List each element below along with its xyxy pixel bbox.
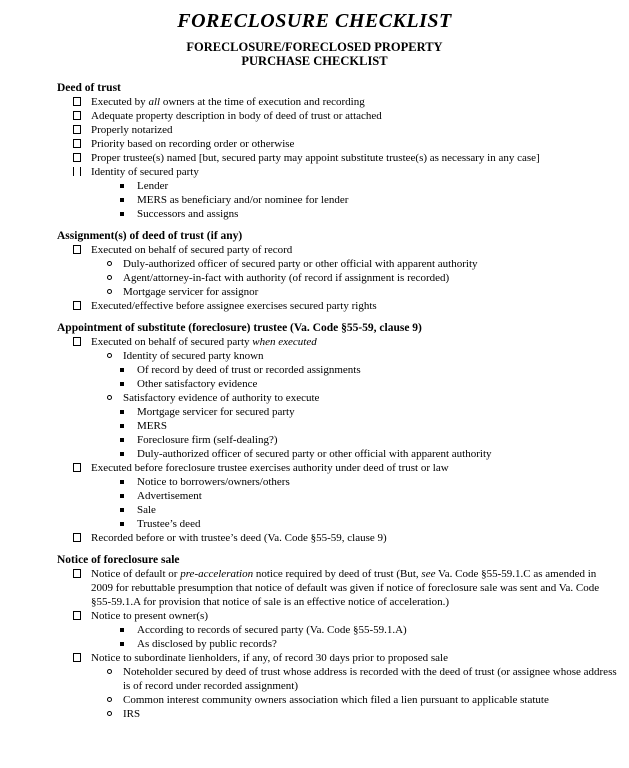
- checkbox-icon: [73, 533, 81, 542]
- item-text: Executed before foreclosure trustee exercises authority under deed of trust or law: [91, 462, 449, 474]
- item-text: Notice to borrowers/owners/others: [137, 476, 290, 488]
- item-text: Notice to subordinate lienholders, if any, of record 30 days prior to proposed sale: [91, 652, 448, 664]
- document-title: FORECLOSURE CHECKLIST: [177, 10, 452, 32]
- checklist-item: [0, 349, 629, 363]
- circle-bullet-icon: [107, 289, 112, 294]
- item-text: Of record by deed of trust or recorded assignments: [137, 364, 361, 376]
- checklist-item: [0, 623, 629, 637]
- item-text: Adequate property description in body of deed of trust or attached: [91, 110, 382, 122]
- checkbox-icon: [73, 97, 81, 106]
- checklist-item: [0, 123, 629, 137]
- item-text: Foreclosure firm (self-dealing?): [137, 434, 278, 446]
- checklist-item: [0, 693, 629, 707]
- checklist-item: [0, 271, 629, 285]
- square-bullet-icon: [120, 494, 124, 498]
- circle-bullet-icon: [107, 697, 112, 702]
- square-bullet-icon: [120, 368, 124, 372]
- checklist-item: [0, 665, 629, 693]
- section-heading: Notice of foreclosure sale: [57, 554, 180, 566]
- checklist-item: [0, 109, 629, 123]
- checklist-item: [0, 391, 629, 405]
- section-heading: Assignment(s) of deed of trust (if any): [57, 230, 243, 242]
- square-bullet-icon: [120, 452, 124, 456]
- checkbox-icon: [73, 111, 81, 120]
- item-text: Proper trustee(s) named [but, secured party may appoint substitute trustee(s) as necessary in any case]: [91, 152, 540, 164]
- square-bullet-icon: [120, 480, 124, 484]
- item-text: Other satisfactory evidence: [137, 378, 258, 390]
- checklist-item: [0, 489, 629, 503]
- circle-bullet-icon: [107, 711, 112, 716]
- item-text: Noteholder secured by deed of trust whose address is recorded with the deed of trust (or assignee whose address is of record under recorded assignment): [123, 666, 617, 692]
- checklist-item: [0, 475, 629, 489]
- checklist-item: [0, 567, 629, 609]
- checklist: [0, 81, 629, 721]
- checklist-item: [0, 95, 629, 109]
- checkbox-icon: [73, 463, 81, 472]
- checkbox-icon: [73, 337, 81, 346]
- checklist-item: [0, 517, 629, 531]
- checklist-item: [0, 503, 629, 517]
- checklist-item: [0, 207, 629, 221]
- checklist-item: [0, 447, 629, 461]
- checkbox-icon: [73, 125, 81, 134]
- checkbox-icon: [73, 569, 81, 578]
- checklist-item: [0, 335, 629, 349]
- checkbox-icon: [73, 245, 81, 254]
- checklist-item: [0, 363, 629, 377]
- item-text: Duly-authorized officer of secured party or other official with apparent authority: [137, 448, 492, 460]
- checklist-item: [0, 419, 629, 433]
- checklist-item: [0, 405, 629, 419]
- item-text: Notice of default or pre-acceleration notice required by deed of trust (But, see Va. Code §55-59.1.C as amended in 2009 for rebuttable presumption that notice of default was given if notice of foreclosure sale was sent and Va. Code §55-59.1.A for provision that notice of sale is an effective notice of acceleration.): [91, 568, 600, 608]
- square-bullet-icon: [120, 184, 124, 188]
- checkbox-icon: [73, 653, 81, 662]
- item-text: IRS: [123, 708, 141, 720]
- checklist-item: [0, 193, 629, 207]
- item-text: Executed on behalf of secured party when executed: [91, 336, 317, 348]
- item-text: Properly notarized: [91, 124, 173, 136]
- circle-bullet-icon: [107, 275, 112, 280]
- item-text: Advertisement: [137, 490, 202, 502]
- item-text: Identity of secured party: [91, 166, 199, 178]
- item-text: Duly-authorized officer of secured party or other official with apparent authority: [123, 258, 478, 270]
- square-bullet-icon: [120, 198, 124, 202]
- document-subtitle: [0, 40, 629, 68]
- item-text: Trustee’s deed: [137, 518, 201, 530]
- item-text: Agent/attorney-in-fact with authority (of record if assignment is recorded): [123, 272, 450, 284]
- item-text: Mortgage servicer for secured party: [137, 406, 295, 418]
- item-text: Mortgage servicer for assignor: [123, 286, 259, 298]
- square-bullet-icon: [120, 522, 124, 526]
- checklist-item: [0, 707, 629, 721]
- circle-bullet-icon: [107, 395, 112, 400]
- item-text: Sale: [137, 504, 156, 516]
- square-bullet-icon: [120, 382, 124, 386]
- checkbox-icon: [73, 301, 81, 310]
- checklist-item: [0, 137, 629, 151]
- document-subtitle-line1: FORECLOSURE/FORECLOSED PROPERTY: [186, 40, 443, 54]
- square-bullet-icon: [120, 508, 124, 512]
- checkbox-icon: [73, 611, 81, 620]
- checkbox-icon: [73, 139, 81, 148]
- square-bullet-icon: [120, 438, 124, 442]
- item-text: As disclosed by public records?: [137, 638, 277, 650]
- circle-bullet-icon: [107, 261, 112, 266]
- item-text: According to records of secured party (Va. Code §55-59.1.A): [137, 624, 407, 636]
- checklist-item: [0, 377, 629, 391]
- circle-bullet-icon: [107, 669, 112, 674]
- checklist-item: [0, 151, 629, 165]
- item-text: Successors and assigns: [137, 208, 239, 220]
- circle-bullet-icon: [107, 353, 112, 358]
- degraded-checkbox-icon: [73, 167, 81, 176]
- checklist-item: [0, 433, 629, 447]
- square-bullet-icon: [120, 424, 124, 428]
- checklist-item: [0, 243, 629, 257]
- item-text: Identity of secured party known: [123, 350, 264, 362]
- checklist-item: [0, 531, 629, 545]
- checklist-item: [0, 609, 629, 623]
- checkbox-icon: [73, 153, 81, 162]
- checklist-item: [0, 651, 629, 665]
- checklist-item: [0, 179, 629, 193]
- item-text: Notice to present owner(s): [91, 610, 208, 622]
- document-subtitle-line2: PURCHASE CHECKLIST: [241, 54, 388, 68]
- item-text: Common interest community owners association which filed a lien pursuant to applicable statute: [123, 694, 549, 706]
- section-heading: Appointment of substitute (foreclosure) trustee (Va. Code §55-59, clause 9): [57, 322, 422, 334]
- checklist-item: [0, 165, 629, 179]
- item-text: MERS as beneficiary and/or nominee for lender: [137, 194, 349, 206]
- checklist-item: [0, 285, 629, 299]
- checklist-item: [0, 461, 629, 475]
- square-bullet-icon: [120, 212, 124, 216]
- checklist-item: [0, 299, 629, 313]
- item-text: MERS: [137, 420, 167, 432]
- checklist-item: [0, 257, 629, 271]
- square-bullet-icon: [120, 628, 124, 632]
- item-text: Recorded before or with trustee’s deed (Va. Code §55-59, clause 9): [91, 532, 387, 544]
- item-text: Priority based on recording order or otherwise: [91, 138, 295, 150]
- document-page: [0, 8, 629, 768]
- square-bullet-icon: [120, 410, 124, 414]
- square-bullet-icon: [120, 642, 124, 646]
- item-text: Satisfactory evidence of authority to execute: [123, 392, 320, 404]
- item-text: Executed on behalf of secured party of record: [91, 244, 293, 256]
- item-text: Lender: [137, 180, 169, 192]
- checklist-item: [0, 637, 629, 651]
- section-heading: Deed of trust: [57, 82, 121, 94]
- item-text: Executed by all owners at the time of execution and recording: [91, 96, 365, 108]
- item-text: Executed/effective before assignee exercises secured party rights: [91, 300, 377, 312]
